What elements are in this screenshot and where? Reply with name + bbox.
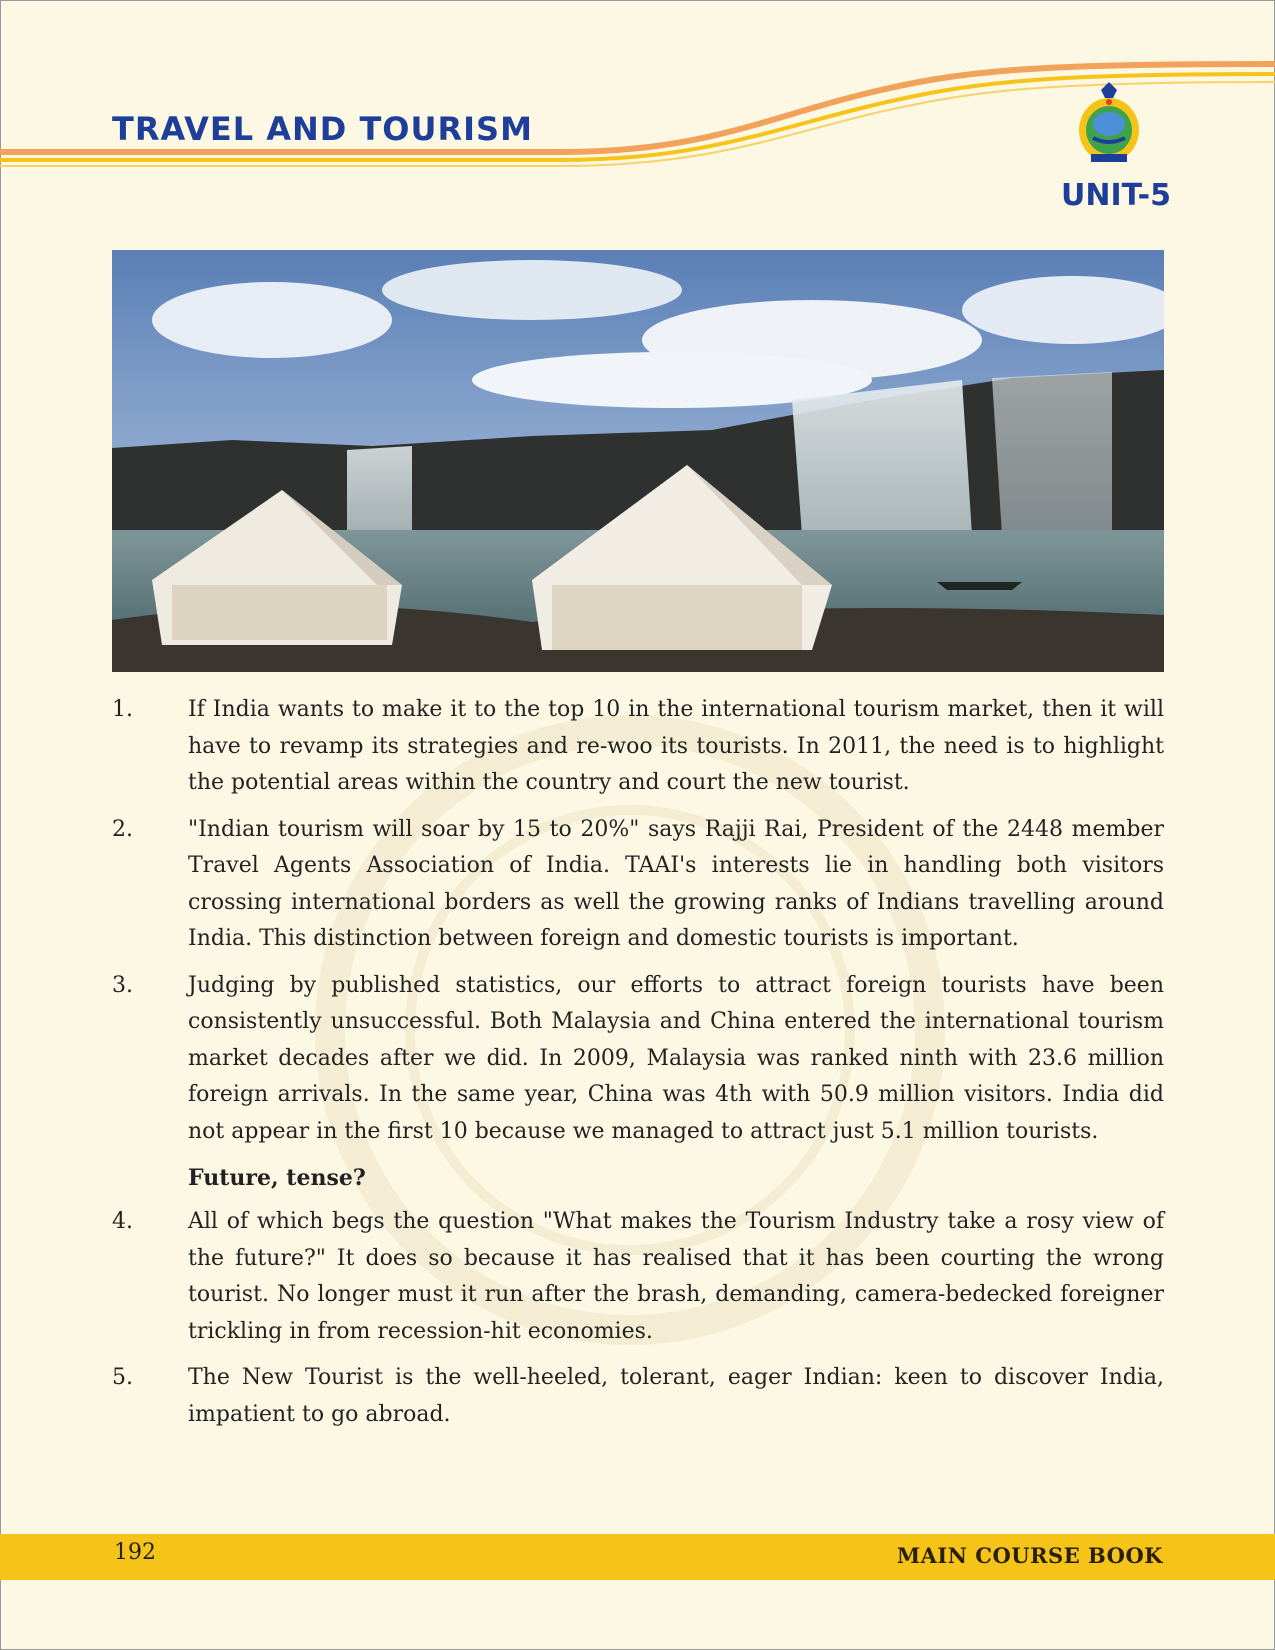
paragraph-text: Judging by published statistics, our efforts to attract foreign tourists have been consistently unsuccessful. Both Malaysia and China entered the international tourism market decades after we did. In 2009, Malaysia was ranked ninth with 23.6 million foreign arrivals. In the same year, China was 4th with 50.9 million visitors. India did not appear in the first 10 because we managed to attract just 5.1 million tourists.: [188, 972, 1164, 1144]
school-emblem-icon: [1071, 80, 1147, 176]
chapter-title: TRAVEL AND TOURISM: [112, 110, 533, 148]
book-name: MAIN COURSE BOOK: [896, 1543, 1163, 1568]
paragraph-2: [112, 812, 1164, 958]
unit-label: UNIT-5: [1061, 178, 1172, 213]
paragraph-number: 4.: [112, 1209, 133, 1234]
paragraph-1: [112, 692, 1164, 802]
waterfall-tents-photo: [112, 250, 1164, 672]
paragraph-number: 5.: [112, 1365, 133, 1390]
page-number: 192: [114, 1540, 156, 1565]
paragraph-number: 1.: [112, 697, 133, 722]
main-content: [112, 692, 1164, 1443]
paragraph-text: The New Tourist is the well-heeled, tolerant, eager Indian: keen to discover India, impatient to go abroad.: [188, 1365, 1164, 1427]
paragraph-text: If India wants to make it to the top 10 in the international tourism market, then it will have to revamp its strategies and re-woo its tourists. In 2011, the need is to highlight the potential areas within the country and court the new tourist.: [188, 697, 1164, 795]
paragraph-number: 2.: [112, 816, 133, 842]
paragraph-text: "Indian tourism will soar by 15 to 20%" says Rajji Rai, President of the 2448 member Travel Agents Association of India. TAAI's interests lie in handling both visitors crossing international borders as well the growing ranks of Indians travelling around India. This distinction between foreign and domestic tourists is important.: [188, 816, 1164, 951]
paragraph-3: [112, 968, 1164, 1151]
paragraph-number: 3.: [112, 972, 133, 998]
section-subheading: Future, tense?: [188, 1165, 366, 1191]
paragraph-5: [112, 1360, 1164, 1433]
paragraph-4: [112, 1204, 1164, 1350]
paragraph-text: All of which begs the question "What makes the Tourism Industry take a rosy view of the future?" It does so because it has realised that it has been courting the wrong tourist. No longer must it run after the brash, demanding, camera-bedecked foreigner trickling in from recession-hit economies.: [188, 1209, 1164, 1344]
